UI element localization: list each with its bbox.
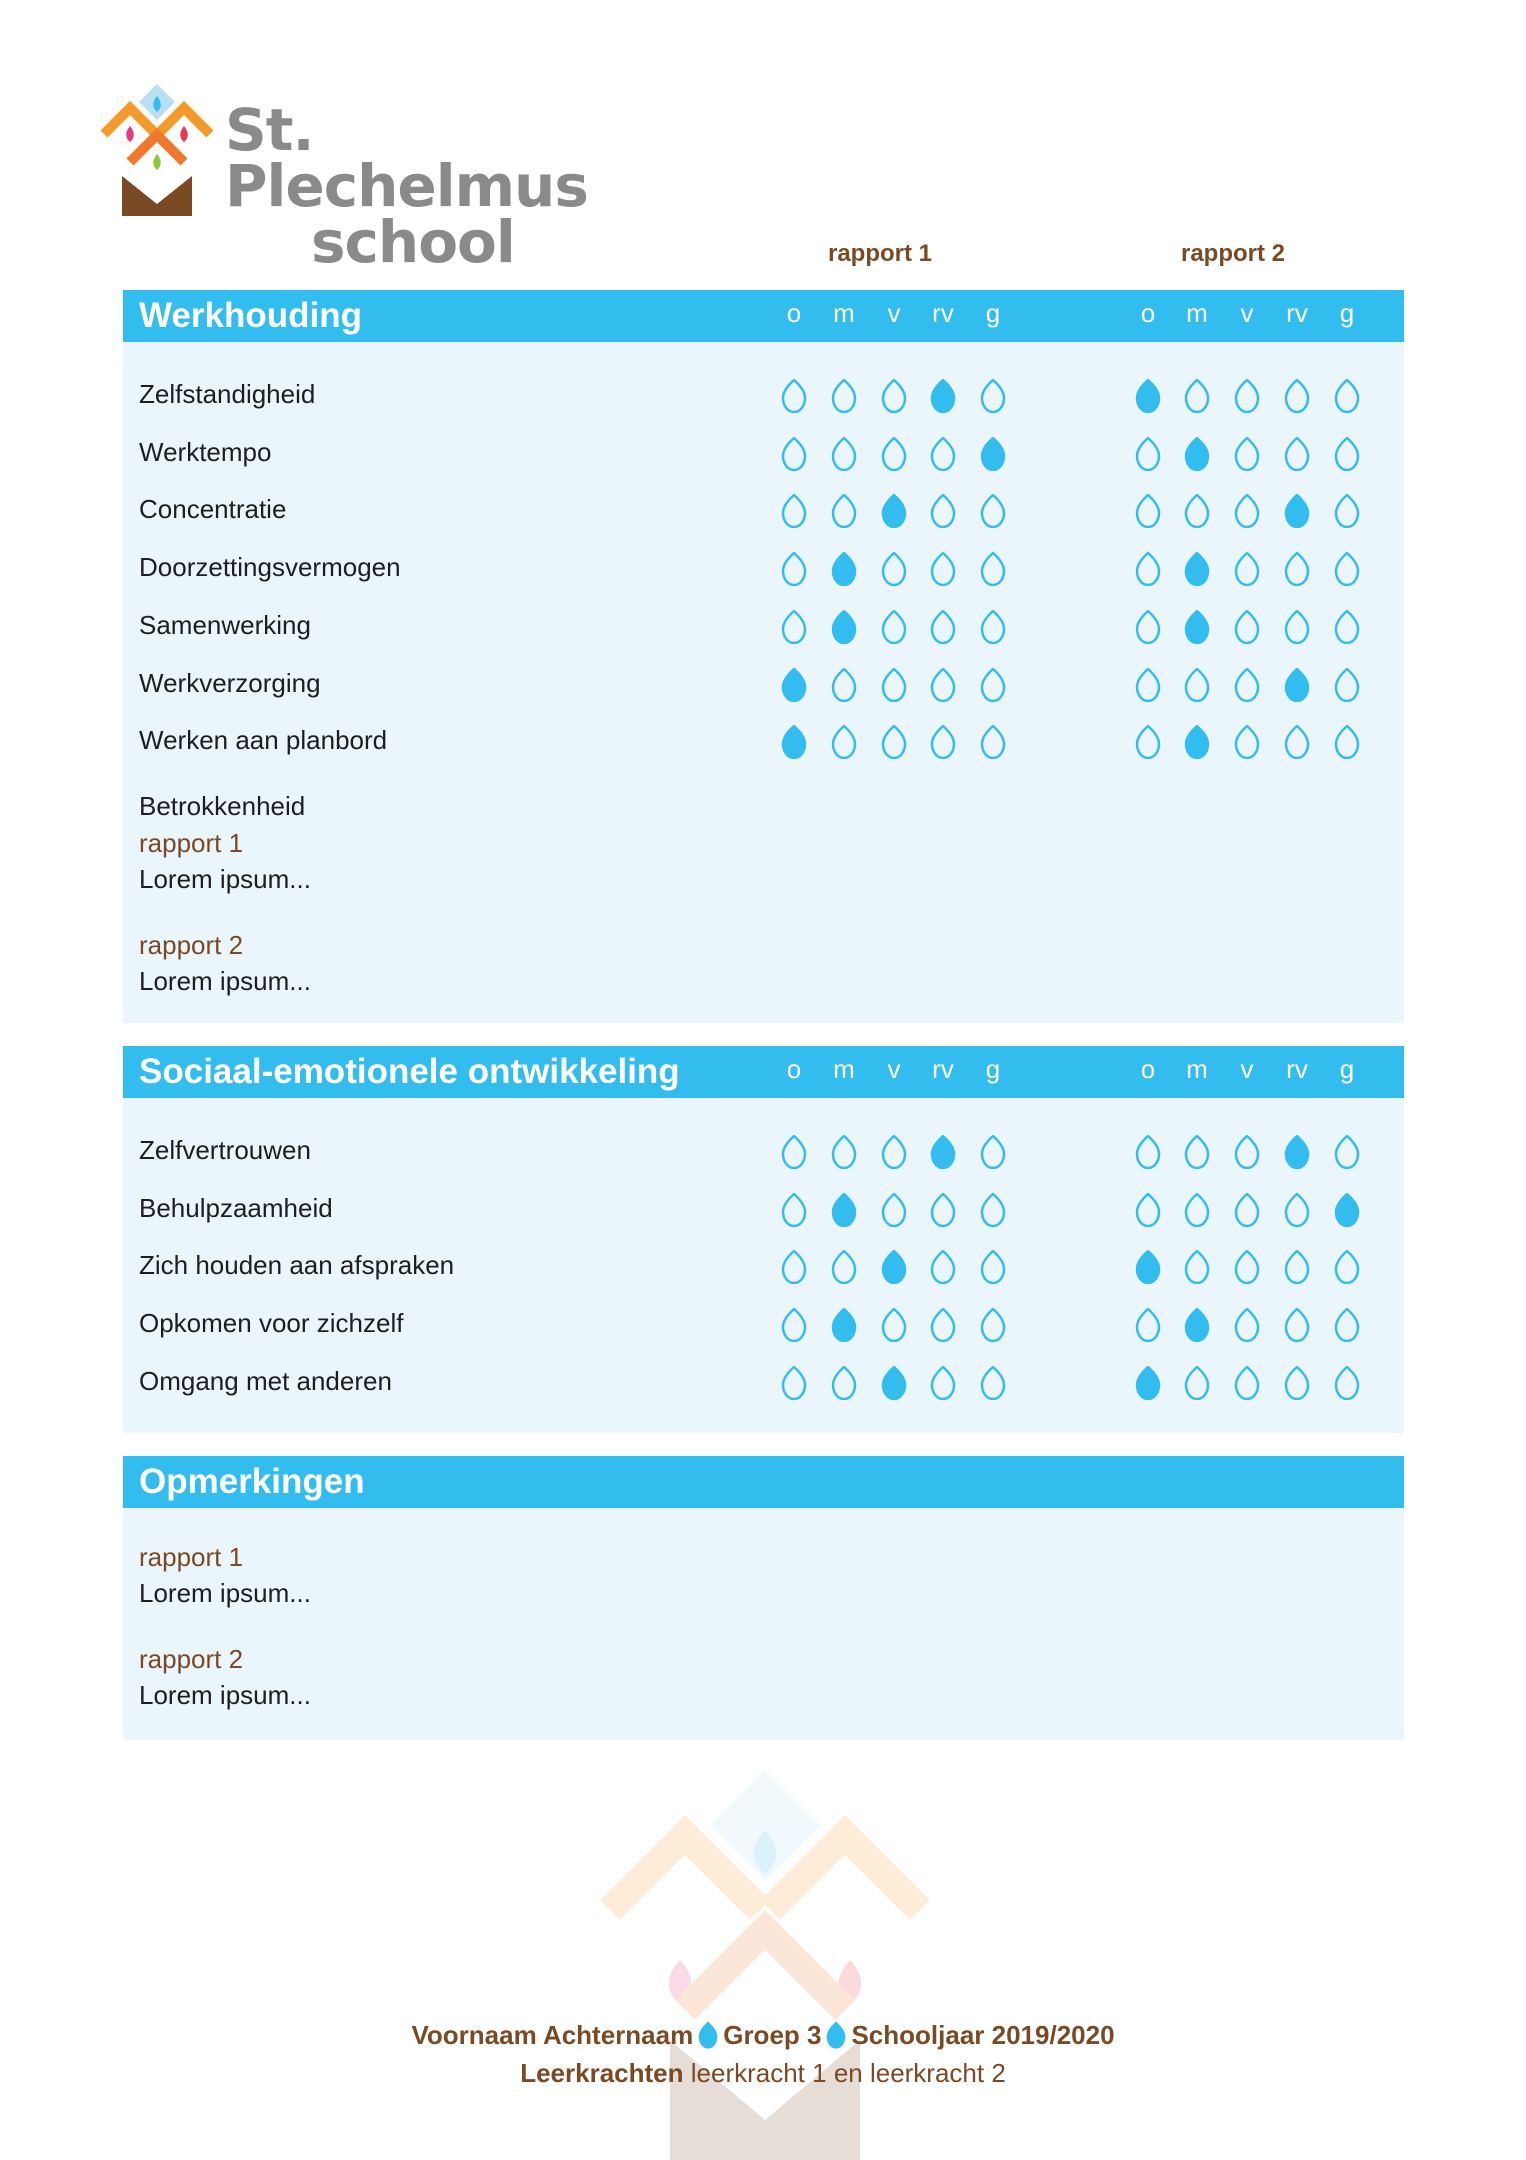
footer-teachers: leerkracht 1 en leerkracht 2 xyxy=(690,2058,1006,2088)
criterion-row xyxy=(123,713,1404,771)
rating-r2-rv-drop-icon[interactable] xyxy=(1284,437,1310,471)
rating-r1-o-drop-icon[interactable] xyxy=(781,437,807,471)
werkhouding-section xyxy=(123,290,1404,1023)
rating-r2-o-drop-icon[interactable] xyxy=(1135,1250,1161,1284)
rating-r1-rv-drop-icon[interactable] xyxy=(930,437,956,471)
rating-r1-v-drop-icon[interactable] xyxy=(881,494,907,528)
logo-line-2: school xyxy=(311,208,515,276)
rating-r1-m-drop-icon[interactable] xyxy=(831,1193,857,1227)
opm-rapport-1-text: Lorem ipsum... xyxy=(139,1578,311,1608)
criterion-row xyxy=(123,425,1404,483)
rating-r1-o-drop-icon[interactable] xyxy=(781,494,807,528)
scale-m-r2: m xyxy=(1186,1054,1208,1084)
footer-student-line xyxy=(0,2020,1526,2051)
rating-r2-rv-drop-icon[interactable] xyxy=(1284,379,1310,413)
rating-r2-rv-drop-icon[interactable] xyxy=(1284,1193,1310,1227)
sociaal-header-bar xyxy=(123,1046,1404,1098)
rating-r1-g-drop-icon[interactable] xyxy=(980,610,1006,644)
rating-r1-o-drop-icon[interactable] xyxy=(781,1308,807,1342)
rating-r1-rv-drop-icon[interactable] xyxy=(930,1366,956,1400)
rating-r2-m-drop-icon[interactable] xyxy=(1184,552,1210,586)
rating-r2-v-drop-icon[interactable] xyxy=(1234,379,1260,413)
rating-r2-rv-drop-icon[interactable] xyxy=(1284,1366,1310,1400)
rating-r2-o-drop-icon[interactable] xyxy=(1135,1308,1161,1342)
scale-rv-r1: rv xyxy=(932,298,954,328)
scale-o-r2: o xyxy=(1140,1054,1156,1084)
rating-r1-rv-drop-icon[interactable] xyxy=(930,379,956,413)
werk-rapport-2-text: Lorem ipsum... xyxy=(139,966,311,996)
rating-r2-m-drop-icon[interactable] xyxy=(1184,668,1210,702)
rating-r2-o-drop-icon[interactable] xyxy=(1135,725,1161,759)
sociaal-section xyxy=(123,1046,1404,1433)
opmerkingen-header-bar xyxy=(123,1456,1404,1508)
rating-r1-g-drop-icon[interactable] xyxy=(980,552,1006,586)
rating-r2-v-drop-icon[interactable] xyxy=(1234,552,1260,586)
rating-r2-o-drop-icon[interactable] xyxy=(1135,668,1161,702)
rating-r1-rv-drop-icon[interactable] xyxy=(930,1250,956,1284)
rating-r2-g-drop-icon[interactable] xyxy=(1334,379,1360,413)
criterion-row xyxy=(123,1354,1404,1412)
rating-r2-m-drop-icon[interactable] xyxy=(1184,494,1210,528)
rating-r2-v-drop-icon[interactable] xyxy=(1234,725,1260,759)
criterion-row xyxy=(123,1238,1404,1296)
rating-r2-v-drop-icon[interactable] xyxy=(1234,1366,1260,1400)
rating-r1-m-drop-icon[interactable] xyxy=(831,1135,857,1169)
rating-r1-o-drop-icon[interactable] xyxy=(781,1250,807,1284)
rating-r2-m-drop-icon[interactable] xyxy=(1184,437,1210,471)
footer-schoolyear: Schooljaar 2019/2020 xyxy=(851,2020,1115,2050)
rating-r2-m-drop-icon[interactable] xyxy=(1184,610,1210,644)
scale-m-r1: m xyxy=(833,298,855,328)
rating-r1-g-drop-icon[interactable] xyxy=(980,1250,1006,1284)
rating-r2-o-drop-icon[interactable] xyxy=(1135,437,1161,471)
footer-student-name: Voornaam Achternaam xyxy=(411,2020,694,2050)
rating-r2-rv-drop-icon[interactable] xyxy=(1284,494,1310,528)
criterion-row xyxy=(123,598,1404,656)
rating-r2-m-drop-icon[interactable] xyxy=(1184,379,1210,413)
scale-g-r2: g xyxy=(1339,298,1355,328)
rating-r2-v-drop-icon[interactable] xyxy=(1234,494,1260,528)
rating-r1-v-drop-icon[interactable] xyxy=(881,1193,907,1227)
watermark-logo-icon xyxy=(600,1770,930,2160)
scale-v-r1: v xyxy=(887,1054,901,1084)
drop-separator-icon xyxy=(697,2020,719,2050)
rating-r2-g-drop-icon[interactable] xyxy=(1334,1308,1360,1342)
rating-r2-v-drop-icon[interactable] xyxy=(1234,1308,1260,1342)
rating-r1-m-drop-icon[interactable] xyxy=(831,668,857,702)
criterion-label: Zelfvertrouwen xyxy=(139,1135,311,1165)
logo-line-1: St. Plechelmus xyxy=(225,96,588,220)
criterion-label: Samenwerking xyxy=(139,609,311,640)
drop-separator-icon xyxy=(825,2020,847,2050)
scale-o-r1: o xyxy=(786,1054,802,1084)
rating-r2-m-drop-icon[interactable] xyxy=(1184,1250,1210,1284)
footer-teachers-line xyxy=(0,2058,1526,2089)
rating-r2-o-drop-icon[interactable] xyxy=(1135,494,1161,528)
rating-r2-m-drop-icon[interactable] xyxy=(1184,1308,1210,1342)
rating-r1-rv-drop-icon[interactable] xyxy=(930,494,956,528)
rating-r2-v-drop-icon[interactable] xyxy=(1234,610,1260,644)
rating-r1-rv-drop-icon[interactable] xyxy=(930,610,956,644)
rating-r1-rv-drop-icon[interactable] xyxy=(930,725,956,759)
scale-m-r1: m xyxy=(833,1054,855,1084)
werkhouding-title: Werkhouding xyxy=(139,296,362,335)
sociaal-title: Sociaal-emotionele ontwikkeling xyxy=(139,1052,680,1091)
criterion-label: Werken aan planbord xyxy=(139,725,388,756)
rating-r1-o-drop-icon[interactable] xyxy=(781,725,807,759)
rating-r1-m-drop-icon[interactable] xyxy=(831,610,857,644)
rating-r1-g-drop-icon[interactable] xyxy=(980,1193,1006,1227)
rating-r2-g-drop-icon[interactable] xyxy=(1334,610,1360,644)
rating-r1-g-drop-icon[interactable] xyxy=(980,725,1006,759)
rating-r1-g-drop-icon[interactable] xyxy=(980,1135,1006,1169)
rating-r2-m-drop-icon[interactable] xyxy=(1184,725,1210,759)
rating-r1-o-drop-icon[interactable] xyxy=(781,668,807,702)
rating-r1-v-drop-icon[interactable] xyxy=(881,1250,907,1284)
criterion-label: Opkomen voor zichzelf xyxy=(139,1308,404,1339)
rating-r2-rv-drop-icon[interactable] xyxy=(1284,552,1310,586)
rating-r2-g-drop-icon[interactable] xyxy=(1334,437,1360,471)
werkhouding-header-bar xyxy=(123,290,1404,342)
rating-r1-g-drop-icon[interactable] xyxy=(980,379,1006,413)
rating-r2-rv-drop-icon[interactable] xyxy=(1284,725,1310,759)
rating-r2-m-drop-icon[interactable] xyxy=(1184,1366,1210,1400)
rating-r2-o-drop-icon[interactable] xyxy=(1135,1135,1161,1169)
report-2-header: rapport 2 xyxy=(1180,240,1285,267)
rating-r1-rv-drop-icon[interactable] xyxy=(930,1308,956,1342)
rating-r2-g-drop-icon[interactable] xyxy=(1334,552,1360,586)
rating-r1-v-drop-icon[interactable] xyxy=(881,668,907,702)
criterion-row xyxy=(123,482,1404,540)
footer-teachers-label: Leerkrachten xyxy=(520,2058,684,2088)
werk-rapport-1-text: Lorem ipsum... xyxy=(139,864,311,894)
criterion-row xyxy=(123,1123,1404,1181)
rating-r1-m-drop-icon[interactable] xyxy=(831,379,857,413)
rating-r1-m-drop-icon[interactable] xyxy=(831,552,857,586)
opm-rapport-2-text: Lorem ipsum... xyxy=(139,1680,311,1710)
rating-r2-m-drop-icon[interactable] xyxy=(1184,1193,1210,1227)
rating-r2-rv-drop-icon[interactable] xyxy=(1284,1135,1310,1169)
opm-rapport-2-label: rapport 2 xyxy=(139,1644,244,1674)
scale-m-r2: m xyxy=(1186,298,1208,328)
rating-r1-o-drop-icon[interactable] xyxy=(781,610,807,644)
criterion-row xyxy=(123,367,1404,425)
rating-r2-g-drop-icon[interactable] xyxy=(1334,668,1360,702)
rating-r1-rv-drop-icon[interactable] xyxy=(930,668,956,702)
criterion-label: Omgang met anderen xyxy=(139,1365,392,1396)
scale-v-r2: v xyxy=(1240,298,1254,328)
rating-r2-g-drop-icon[interactable] xyxy=(1334,494,1360,528)
criterion-label: Concentratie xyxy=(139,494,287,525)
rating-r1-rv-drop-icon[interactable] xyxy=(930,552,956,586)
rating-r2-rv-drop-icon[interactable] xyxy=(1284,1308,1310,1342)
rating-r2-v-drop-icon[interactable] xyxy=(1234,668,1260,702)
opmerkingen-section xyxy=(123,1456,1404,1740)
rating-r2-o-drop-icon[interactable] xyxy=(1135,379,1161,413)
scale-rv-r2: rv xyxy=(1286,1054,1308,1084)
rating-r1-rv-drop-icon[interactable] xyxy=(930,1135,956,1169)
rating-r2-o-drop-icon[interactable] xyxy=(1135,552,1161,586)
rating-r1-v-drop-icon[interactable] xyxy=(881,1366,907,1400)
scale-v-r2: v xyxy=(1240,1054,1254,1084)
criterion-label: Zich houden aan afspraken xyxy=(139,1250,455,1281)
scale-g-r2: g xyxy=(1339,1054,1355,1084)
rating-r2-g-drop-icon[interactable] xyxy=(1334,1193,1360,1227)
rating-r2-o-drop-icon[interactable] xyxy=(1135,1366,1161,1400)
rating-r1-o-drop-icon[interactable] xyxy=(781,1193,807,1227)
rating-r2-g-drop-icon[interactable] xyxy=(1334,1250,1360,1284)
scale-o-r2: o xyxy=(1140,298,1156,328)
rating-r2-rv-drop-icon[interactable] xyxy=(1284,668,1310,702)
rating-r1-g-drop-icon[interactable] xyxy=(980,1308,1006,1342)
scale-rv-r2: rv xyxy=(1286,298,1308,328)
rating-r2-m-drop-icon[interactable] xyxy=(1184,1135,1210,1169)
rating-r1-g-drop-icon[interactable] xyxy=(980,668,1006,702)
rating-r1-v-drop-icon[interactable] xyxy=(881,610,907,644)
scale-g-r1: g xyxy=(985,1054,1001,1084)
criterion-row xyxy=(123,1296,1404,1354)
rating-r2-v-drop-icon[interactable] xyxy=(1234,1135,1260,1169)
criterion-label: Doorzettingsvermogen xyxy=(139,552,401,583)
rating-r1-o-drop-icon[interactable] xyxy=(781,1135,807,1169)
logo-wordmark xyxy=(225,96,660,276)
werk-rapport-2-label: rapport 2 xyxy=(139,930,244,960)
rating-r1-m-drop-icon[interactable] xyxy=(831,1308,857,1342)
rating-r2-rv-drop-icon[interactable] xyxy=(1284,610,1310,644)
rating-r2-g-drop-icon[interactable] xyxy=(1334,725,1360,759)
rating-r1-g-drop-icon[interactable] xyxy=(980,1366,1006,1400)
rating-r1-m-drop-icon[interactable] xyxy=(831,494,857,528)
rating-r1-rv-drop-icon[interactable] xyxy=(930,1193,956,1227)
rating-r1-o-drop-icon[interactable] xyxy=(781,379,807,413)
rating-r1-m-drop-icon[interactable] xyxy=(831,437,857,471)
scale-o-r1: o xyxy=(786,298,802,328)
rating-r1-v-drop-icon[interactable] xyxy=(881,379,907,413)
rating-r2-g-drop-icon[interactable] xyxy=(1334,1366,1360,1400)
rating-r2-o-drop-icon[interactable] xyxy=(1135,1193,1161,1227)
rating-r2-o-drop-icon[interactable] xyxy=(1135,610,1161,644)
rating-r1-v-drop-icon[interactable] xyxy=(881,1135,907,1169)
rating-r1-m-drop-icon[interactable] xyxy=(831,1366,857,1400)
rating-r1-v-drop-icon[interactable] xyxy=(881,725,907,759)
report-1-header: rapport 1 xyxy=(827,240,932,267)
rating-r2-v-drop-icon[interactable] xyxy=(1234,1250,1260,1284)
rating-r2-v-drop-icon[interactable] xyxy=(1234,437,1260,471)
opm-rapport-1-label: rapport 1 xyxy=(139,1542,244,1572)
criterion-label: Zelfstandigheid xyxy=(139,379,316,409)
betrokkenheid-label: Betrokkenheid xyxy=(139,791,306,821)
rating-r1-m-drop-icon[interactable] xyxy=(831,725,857,759)
rating-r1-v-drop-icon[interactable] xyxy=(881,552,907,586)
rating-r1-o-drop-icon[interactable] xyxy=(781,552,807,586)
criterion-label: Werktempo xyxy=(139,436,272,467)
opmerkingen-title: Opmerkingen xyxy=(139,1462,365,1501)
criterion-row xyxy=(123,656,1404,714)
scale-v-r1: v xyxy=(887,298,901,328)
rating-r1-v-drop-icon[interactable] xyxy=(881,1308,907,1342)
rating-r1-v-drop-icon[interactable] xyxy=(881,437,907,471)
criterion-row xyxy=(123,1181,1404,1239)
werk-rapport-1-label: rapport 1 xyxy=(139,828,244,858)
logo-mark-icon xyxy=(100,84,215,224)
rating-r2-v-drop-icon[interactable] xyxy=(1234,1193,1260,1227)
rating-r1-m-drop-icon[interactable] xyxy=(831,1250,857,1284)
scale-g-r1: g xyxy=(985,298,1001,328)
criterion-label: Behulpzaamheid xyxy=(139,1192,333,1223)
school-logo xyxy=(100,84,660,276)
rating-r2-g-drop-icon[interactable] xyxy=(1334,1135,1360,1169)
rating-r1-g-drop-icon[interactable] xyxy=(980,437,1006,471)
footer-group: Groep 3 xyxy=(723,2020,822,2050)
rating-r1-g-drop-icon[interactable] xyxy=(980,494,1006,528)
rating-r2-rv-drop-icon[interactable] xyxy=(1284,1250,1310,1284)
rating-r1-o-drop-icon[interactable] xyxy=(781,1366,807,1400)
scale-rv-r1: rv xyxy=(932,1054,954,1084)
criterion-row xyxy=(123,540,1404,598)
criterion-label: Werkverzorging xyxy=(139,667,321,698)
